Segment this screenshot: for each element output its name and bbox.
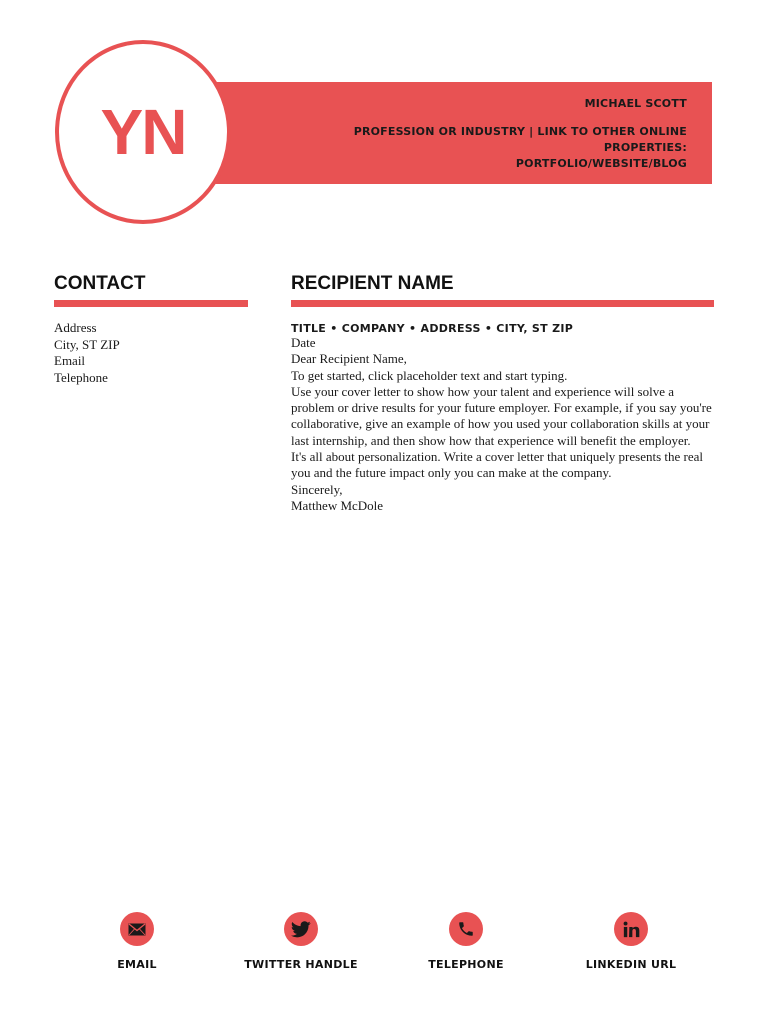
profession-line-2: PORTFOLIO/WEBSITE/BLOG — [515, 157, 687, 170]
letter-body — [291, 335, 714, 514]
contact-details — [54, 320, 248, 386]
recipient-rule — [291, 300, 714, 307]
footer-telephone[interactable] — [386, 912, 546, 971]
footer-linkedin[interactable] — [551, 912, 711, 971]
footer-linkedin-label: LINKEDIN URL — [585, 958, 677, 971]
letter-paragraph: To get started, click placeholder text and start typing. — [291, 367, 568, 383]
footer-twitter[interactable] — [221, 912, 381, 971]
contact-heading: CONTACT — [54, 273, 146, 294]
contact-section — [54, 272, 248, 386]
contact-city: City, ST ZIP — [54, 336, 120, 352]
header-text — [267, 97, 687, 172]
letter-closing: Sincerely, — [291, 481, 343, 497]
contact-address: Address — [54, 320, 97, 335]
monogram-circle — [55, 40, 231, 224]
recipient-heading: RECIPIENT NAME — [291, 273, 454, 294]
footer-email-label: EMAIL — [117, 958, 157, 971]
monogram-initials: YN — [100, 96, 186, 168]
letter-section — [291, 272, 714, 514]
header-banner — [200, 82, 712, 184]
sender-name: MICHAEL SCOTT — [584, 97, 687, 110]
footer-email[interactable] — [57, 912, 217, 971]
contact-rule — [54, 300, 248, 307]
letter-signature: Matthew McDole — [291, 497, 384, 513]
envelope-icon — [120, 912, 154, 946]
profession-line-1: PROFESSION OR INDUSTRY | LINK TO OTHER ONLINE PROPERTIES: — [353, 125, 687, 154]
footer-telephone-label: TELEPHONE — [428, 958, 504, 971]
letter-salutation: Dear Recipient Name, — [291, 351, 407, 367]
twitter-bird-icon — [284, 912, 318, 946]
letter-date: Date — [291, 335, 316, 350]
contact-telephone: Telephone — [54, 369, 108, 385]
letter-paragraph: It's all about personalization. Write a cover letter that uniquely presents the real you and the future impact only you can make at the company. — [291, 449, 704, 481]
letter-paragraph: Use your cover letter to show how your talent and experience will solve a problem or drive results for your future employer. For example, if you say you're collaborative, give an example of how you used your collaboration skills at your last internship, and then show how that experience will benefit the employer. — [291, 383, 712, 448]
recipient-meta: TITLE • COMPANY • ADDRESS • CITY, ST ZIP — [291, 322, 574, 335]
contact-email: Email — [54, 353, 86, 368]
linkedin-icon — [614, 912, 648, 946]
phone-icon — [449, 912, 483, 946]
footer-twitter-label: TWITTER HANDLE — [244, 958, 358, 971]
